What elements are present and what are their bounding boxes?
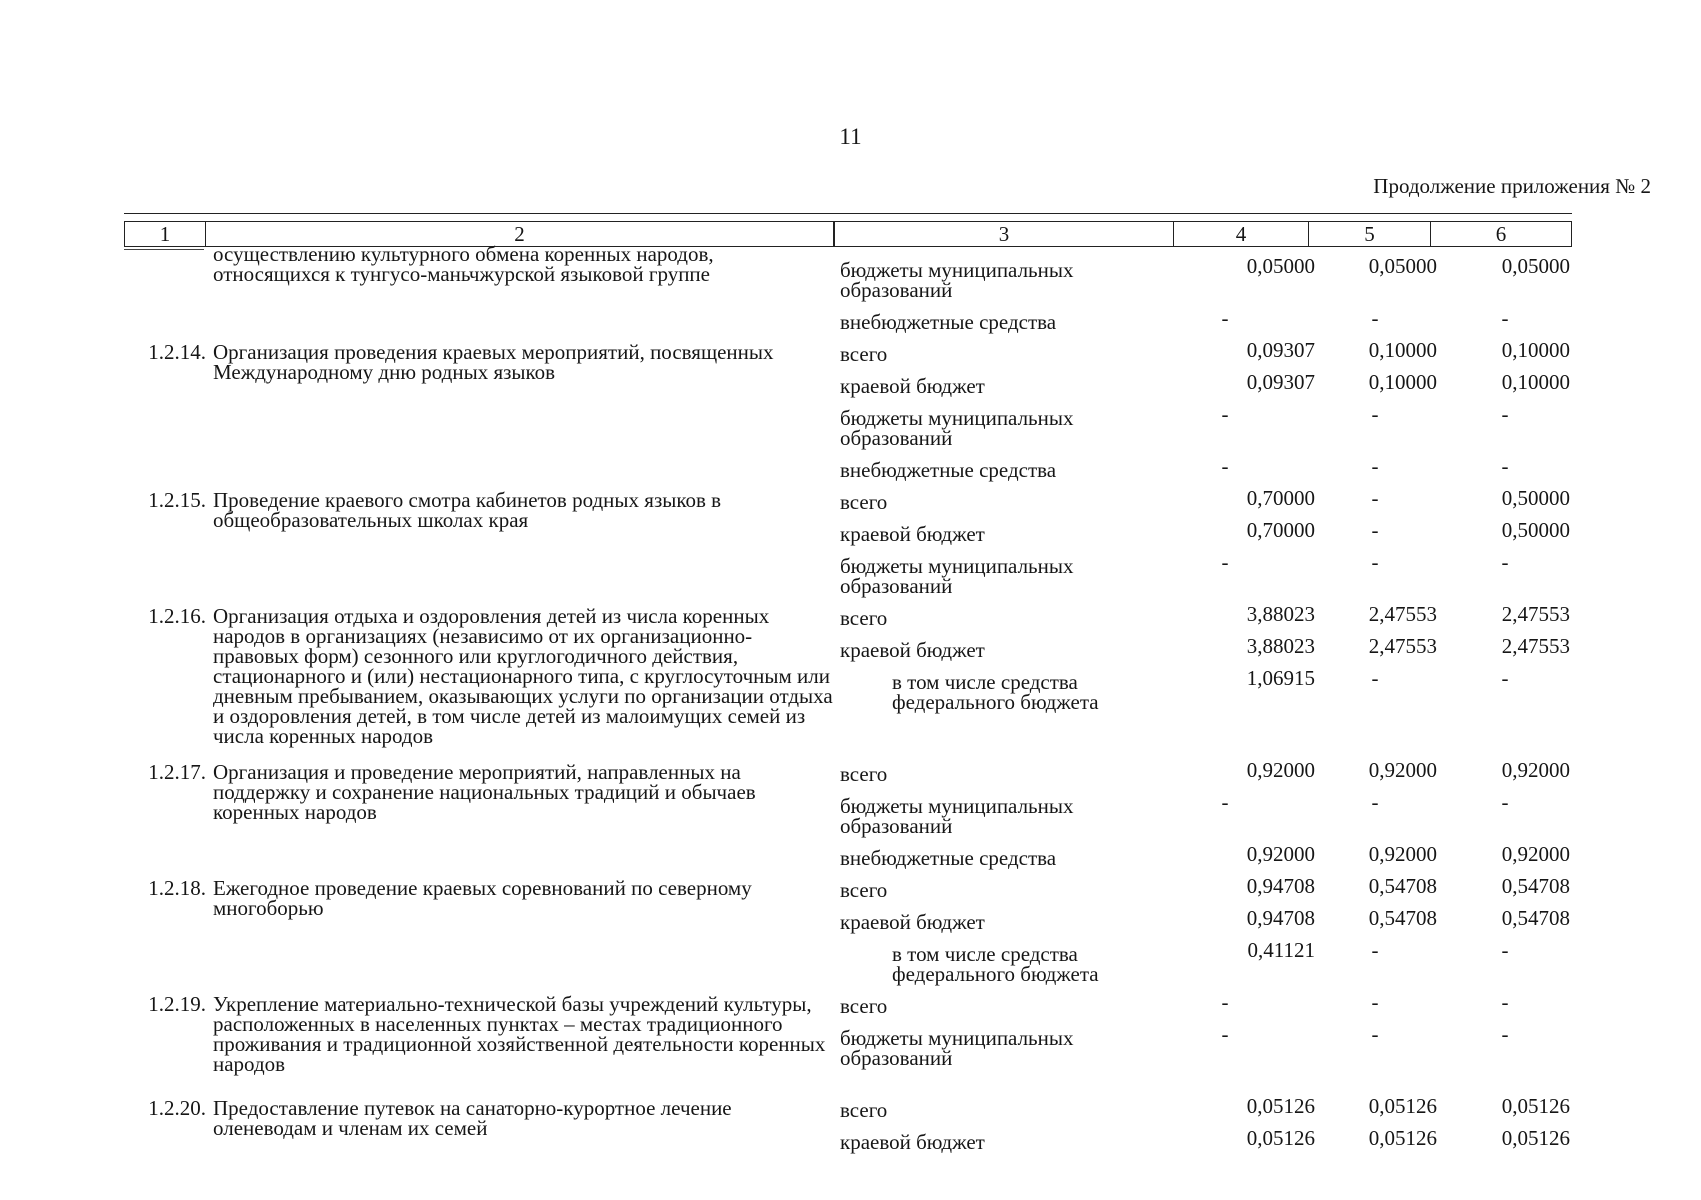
table-entry: [0, 758, 1701, 874]
funding-row: [0, 758, 1701, 790]
funding-source: бюджеты муниципальных образований: [840, 406, 1074, 450]
funding-row: [0, 486, 1701, 518]
funding-source: краевой бюджет: [840, 374, 985, 398]
entry-title: Предоставление путевок на санаторно-курортное лечение оленеводам и членам их семей: [213, 1096, 732, 1140]
value-column-4: 0,09307: [1246, 370, 1315, 394]
column-header-1: 1: [124, 221, 206, 247]
value-column-6: 0,50000: [1501, 486, 1570, 510]
value-column-4: 0,41121: [1247, 938, 1315, 962]
funding-row: [0, 790, 1701, 842]
entry-title: Организация проведения краевых мероприятий, посвященных Международному дню родных языков: [213, 340, 774, 384]
funding-row: [0, 402, 1701, 454]
funding-row: [0, 874, 1701, 906]
funding-row: [0, 842, 1701, 874]
table-entry: [0, 1094, 1701, 1158]
value-column-4: -: [1221, 550, 1229, 574]
funding-row: [0, 666, 1701, 758]
funding-row: [0, 550, 1701, 602]
value-column-5: -: [1371, 666, 1379, 690]
funding-source: бюджеты муниципальных образований: [840, 554, 1074, 598]
value-column-5: -: [1371, 306, 1379, 330]
entry-code: 1.2.18.: [148, 876, 206, 900]
value-column-5: -: [1371, 790, 1379, 814]
value-column-6: 0,92000: [1501, 758, 1570, 782]
funding-source: в том числе средства федерального бюджета: [892, 942, 1099, 986]
value-column-4: -: [1221, 990, 1229, 1014]
value-column-6: 0,10000: [1501, 338, 1570, 362]
value-column-6: 0,54708: [1501, 906, 1570, 930]
value-column-4: 0,70000: [1246, 486, 1315, 510]
value-column-5: 2,47553: [1368, 634, 1437, 658]
value-column-5: -: [1371, 454, 1379, 478]
value-column-6: 0,05126: [1501, 1126, 1570, 1150]
value-column-6: -: [1501, 990, 1509, 1014]
value-column-5: -: [1371, 990, 1379, 1014]
entry-code: 1.2.19.: [148, 992, 206, 1016]
entry-title: Укрепление материально-технической базы учреждений культуры, расположенных в населенных пунктах – местах традиционного проживания и традиционной хозяйственной деятельности коренных народов: [213, 992, 826, 1076]
value-column-6: -: [1501, 1022, 1509, 1046]
value-column-6: -: [1501, 306, 1509, 330]
value-column-5: 0,92000: [1368, 758, 1437, 782]
value-column-6: 2,47553: [1501, 602, 1570, 626]
funding-source: всего: [840, 606, 888, 630]
table-entry: [0, 338, 1701, 486]
funding-row: [0, 938, 1701, 990]
table-entry: [0, 990, 1701, 1094]
value-column-6: 2,47553: [1501, 634, 1570, 658]
funding-source: краевой бюджет: [840, 910, 985, 934]
funding-source: внебюджетные средства: [840, 458, 1057, 482]
funding-source: в том числе средства федерального бюджета: [892, 670, 1099, 714]
value-column-5: -: [1371, 486, 1379, 510]
value-column-6: -: [1501, 550, 1509, 574]
funding-row: [0, 1094, 1701, 1126]
entry-title: Проведение краевого смотра кабинетов родных языков в общеобразовательных школах края: [213, 488, 722, 532]
page-number: 11: [839, 124, 862, 149]
entry-title: Организация и проведение мероприятий, направленных на поддержку и сохранение национальных традиций и обычаев коренных народов: [213, 760, 756, 824]
value-column-4: 0,70000: [1246, 518, 1315, 542]
funding-source: всего: [840, 490, 888, 514]
column-header-4: 4: [1174, 221, 1309, 247]
funding-source: краевой бюджет: [840, 638, 985, 662]
value-column-5: -: [1371, 1022, 1379, 1046]
funding-source: всего: [840, 342, 888, 366]
funding-row: [0, 454, 1701, 486]
entry-code: 1.2.15.: [148, 488, 206, 512]
funding-source: бюджеты муниципальных образований: [840, 1026, 1074, 1070]
value-column-5: 2,47553: [1368, 602, 1437, 626]
entry-code: 1.2.20.: [148, 1096, 206, 1120]
entry-title: осуществлению культурного обмена коренных народов, относящихся к тунгусо-маньчжурской языковой группе: [213, 242, 714, 286]
table-body: [0, 242, 1701, 1158]
column-header-6: 6: [1431, 221, 1572, 247]
funding-source: всего: [840, 1098, 888, 1122]
column-header-5: 5: [1309, 221, 1431, 247]
value-column-5: -: [1371, 518, 1379, 542]
funding-source: всего: [840, 878, 888, 902]
funding-row: [0, 306, 1701, 338]
funding-row: [0, 254, 1701, 306]
table-top-rule: [124, 213, 1572, 214]
value-column-4: 0,05126: [1246, 1094, 1315, 1118]
funding-source: бюджеты муниципальных образований: [840, 794, 1074, 838]
entry-code: 1.2.16.: [148, 604, 206, 628]
table-entry: [0, 874, 1701, 990]
value-column-6: 0,05000: [1501, 254, 1570, 278]
value-column-4: 0,05126: [1246, 1126, 1315, 1150]
value-column-5: 0,54708: [1368, 874, 1437, 898]
value-column-6: 0,05126: [1501, 1094, 1570, 1118]
funding-row: [0, 602, 1701, 634]
value-column-4: 1,06915: [1246, 666, 1315, 690]
value-column-4: 0,92000: [1246, 758, 1315, 782]
value-column-6: -: [1501, 402, 1509, 426]
value-column-4: 0,92000: [1246, 842, 1315, 866]
funding-source: внебюджетные средства: [840, 310, 1057, 334]
value-column-4: 0,94708: [1246, 906, 1315, 930]
entry-title: Организация отдыха и оздоровления детей из числа коренных народов в организациях (независимо от их организационно-правовых форм) сезонного или круглогодичного действия, стационарного и (или) нестационарного типа, с круглосуточным или дневным пребыванием, оказывающих услуги по организации отдыха и оздоровления детей, в том числе детей из малоимущих семей из числа коренных народов: [213, 604, 833, 748]
value-column-4: -: [1221, 306, 1229, 330]
funding-row: [0, 990, 1701, 1022]
funding-row: [0, 906, 1701, 938]
funding-row: [0, 370, 1701, 402]
funding-row: [0, 634, 1701, 666]
funding-source: внебюджетные средства: [840, 846, 1057, 870]
funding-source: всего: [840, 994, 888, 1018]
value-column-4: -: [1221, 454, 1229, 478]
value-column-4: 0,05000: [1246, 254, 1315, 278]
value-column-6: -: [1501, 790, 1509, 814]
value-column-5: -: [1371, 550, 1379, 574]
funding-row: [0, 1126, 1701, 1158]
funding-row: [0, 338, 1701, 370]
value-column-4: -: [1221, 1022, 1229, 1046]
value-column-5: 0,05126: [1368, 1126, 1437, 1150]
value-column-4: 0,09307: [1246, 338, 1315, 362]
header-underline: [124, 249, 204, 250]
continuation-note: Продолжение приложения № 2: [1373, 174, 1651, 198]
column-header-2: 2: [206, 221, 834, 247]
value-column-5: 0,10000: [1368, 370, 1437, 394]
value-column-6: 0,50000: [1501, 518, 1570, 542]
value-column-6: -: [1501, 454, 1509, 478]
funding-source: краевой бюджет: [840, 1130, 985, 1154]
column-header-3: 3: [834, 221, 1174, 247]
value-column-4: -: [1221, 790, 1229, 814]
value-column-5: 0,05000: [1368, 254, 1437, 278]
entry-code: 1.2.17.: [148, 760, 206, 784]
value-column-4: -: [1221, 402, 1229, 426]
funding-source: краевой бюджет: [840, 522, 985, 546]
value-column-6: 0,10000: [1501, 370, 1570, 394]
value-column-4: 3,88023: [1246, 602, 1315, 626]
funding-row: [0, 518, 1701, 550]
value-column-6: -: [1501, 666, 1509, 690]
funding-row: [0, 1022, 1701, 1094]
value-column-5: 0,05126: [1368, 1094, 1437, 1118]
value-column-5: -: [1371, 938, 1379, 962]
funding-source: бюджеты муниципальных образований: [840, 258, 1074, 302]
table-entry: [0, 486, 1701, 602]
value-column-5: -: [1371, 402, 1379, 426]
value-column-6: 0,92000: [1501, 842, 1570, 866]
funding-source: всего: [840, 762, 888, 786]
value-column-4: 3,88023: [1246, 634, 1315, 658]
value-column-4: 0,94708: [1246, 874, 1315, 898]
entry-title: Ежегодное проведение краевых соревнований по северному многоборью: [213, 876, 752, 920]
value-column-5: 0,92000: [1368, 842, 1437, 866]
value-column-5: 0,54708: [1368, 906, 1437, 930]
table-entry: [0, 602, 1701, 758]
value-column-5: 0,10000: [1368, 338, 1437, 362]
table-entry: [0, 242, 1701, 338]
entry-code: 1.2.14.: [148, 340, 206, 364]
value-column-6: 0,54708: [1501, 874, 1570, 898]
value-column-6: -: [1501, 938, 1509, 962]
